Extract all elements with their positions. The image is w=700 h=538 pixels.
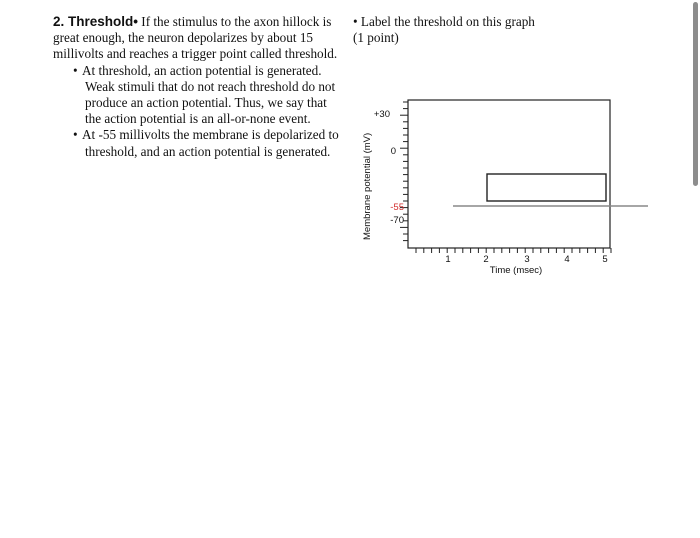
- bullet-dot: •: [73, 127, 78, 143]
- bullet-text: At -55 millivolts the membrane is depolarized to threshold, and an action potential is generated.: [82, 127, 339, 159]
- graph-svg: [356, 90, 656, 290]
- question-points: (1 point): [353, 30, 399, 46]
- threshold-text-column: [53, 14, 343, 160]
- question-prompt: • Label the threshold on this graph: [353, 14, 535, 29]
- x-tick-label-1: 1: [445, 254, 451, 265]
- y-tick-label-plus30: +30: [373, 109, 390, 120]
- question-column: [353, 14, 653, 46]
- intro-text: If the stimulus to the axon hillock is great enough, the neuron depolarizes by about 15 millivolts and reaches a trigger point called threshold.: [53, 14, 338, 62]
- threshold-intro-paragraph: [53, 14, 343, 63]
- vertical-scrollbar[interactable]: [693, 2, 698, 186]
- x-tick-label-5: 5: [602, 254, 608, 265]
- bullet-dot: •: [73, 62, 78, 78]
- x-tick-label-3: 3: [524, 254, 530, 265]
- y-axis-label: Membrane potential (mV): [362, 132, 373, 240]
- x-axis-label: Time (msec): [489, 265, 543, 276]
- bullet-item: [73, 127, 343, 159]
- title-bullet-separator: •: [133, 14, 138, 29]
- y-tick-label-minus55: -55: [390, 202, 404, 213]
- answer-box[interactable]: [487, 174, 606, 201]
- bullet-text: At threshold, an action potential is generated. Weak stimuli that do not reach threshold do not produce an action potential. Thus, we say that the action potential is an all-or-none event.: [82, 62, 336, 127]
- x-minor-ticks: [416, 248, 611, 253]
- x-tick-label-4: 4: [564, 254, 570, 265]
- y-tick-label-minus70: -70: [390, 215, 404, 226]
- membrane-potential-graph: [356, 90, 656, 290]
- y-tick-label-0: 0: [390, 146, 396, 157]
- section-title: 2. Threshold: [53, 14, 134, 29]
- x-tick-label-2: 2: [483, 254, 489, 265]
- bullet-item: [73, 63, 343, 128]
